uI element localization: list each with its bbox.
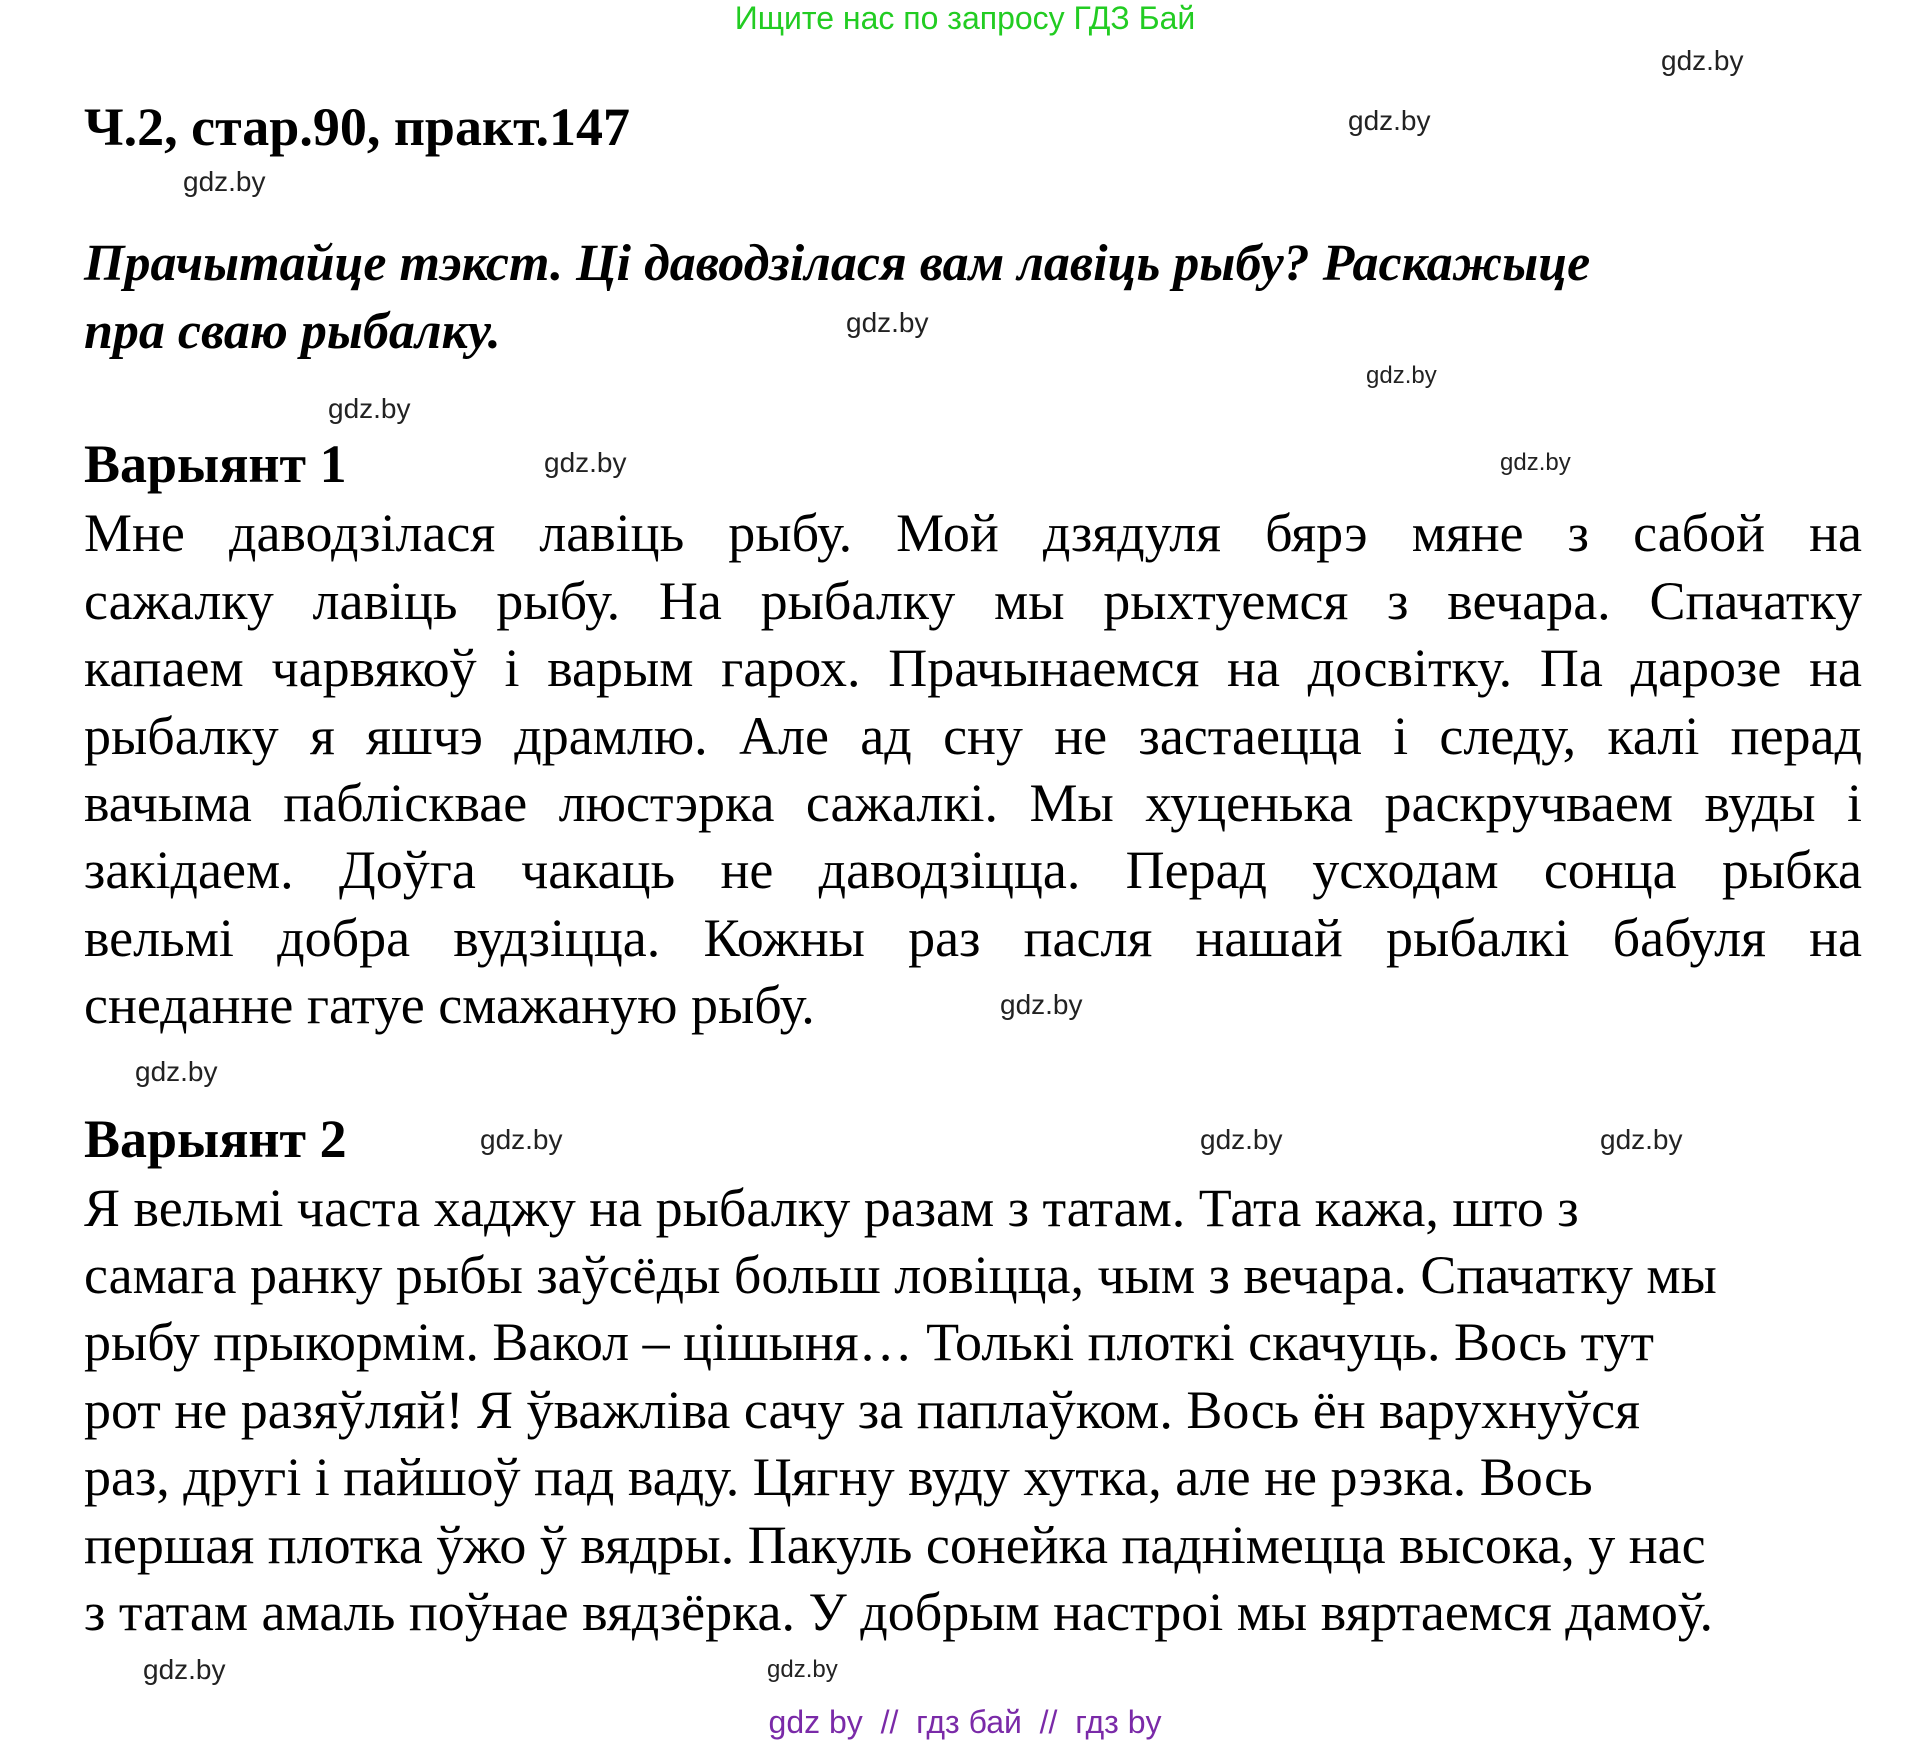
variant-1-line: капаем чарвякоў і варым гарох. Прачынаемся на досвітку. Па дарозе на [84,638,1862,698]
watermark: gdz.by [183,166,266,197]
variant-2-line: з татам амаль поўнае вядзёрка. У добрым настроі мы вяртаемся дамоў. [84,1582,1713,1642]
watermark: gdz.by [1000,989,1083,1020]
variant-2-line: рот не разяўляй! Я ўважліва сачу за паплаўком. Вось ён варухнуўся [84,1380,1640,1440]
watermark: gdz.by [846,307,929,338]
watermark: gdz.by [328,393,411,424]
watermark: gdz.by [1366,362,1437,389]
watermark: gdz.by [767,1656,838,1683]
task-line-1: Прачытайце тэкст. Ці даводзілася вам лавіць рыбу? Раскажыце [84,235,1591,292]
watermark: gdz.by [1661,45,1744,76]
variant-1-line: вачыма паблісквае люстэрка сажалкі. Мы хуценька раскручваем вуды і [84,773,1862,833]
watermark: gdz.by [1348,105,1431,136]
variant-1-line: снеданне гатуе смажаную рыбу. [84,975,815,1035]
variant-1-line: закідаем. Доўга чакаць не даводзіцца. Перад усходам сонца рыбка [84,840,1862,900]
variant-2-heading: Варыянт 2 [84,1109,347,1169]
page-title: Ч.2, стар.90, практ.147 [84,97,631,157]
variant-2-line: самага ранку рыбы заўсёды больш ловіцца, чым з вечара. Спачатку мы [84,1245,1717,1305]
watermark: gdz.by [1500,449,1571,476]
variant-1-line: сажалку лавіць рыбу. На рыбалку мы рыхтуемся з вечара. Спачатку [84,571,1862,631]
footer-links: gdz by // гдз бай // гдз by [768,1704,1162,1740]
variant-2-line: Я вельмі часта хаджу на рыбалку разам з татам. Тата кажа, што з [84,1178,1579,1238]
watermark: gdz.by [1200,1124,1283,1155]
variant-2-line: першая плотка ўжо ў вядры. Пакуль сонейка паднімецца высока, у нас [84,1515,1706,1575]
variant-2-line: рыбу прыкормім. Вакол – цішыня… Толькі плоткі скачуць. Вось тут [84,1312,1654,1372]
watermark: gdz.by [480,1124,563,1155]
watermark: gdz.by [544,447,627,478]
variant-1-line: вельмі добра вудзіцца. Кожны раз пасля нашай рыбалкі бабуля на [84,908,1862,968]
variant-1-heading: Варыянт 1 [84,434,347,494]
variant-1-line: Мне даводзілася лавіць рыбу. Мой дзядуля бярэ мяне з сабой на [84,503,1862,563]
search-hint-banner: Ищите нас по запросу ГДЗ Бай [734,0,1196,36]
variant-2-line: раз, другі і пайшоў пад ваду. Цягну вуду хутка, але не рэзка. Вось [84,1447,1593,1507]
watermark: gdz.by [1600,1124,1683,1155]
task-line-2: пра сваю рыбалку. [84,303,501,360]
variant-1-line: рыбалку я яшчэ драмлю. Але ад сну не застаецца і следу, калі перад [84,706,1862,766]
watermark: gdz.by [135,1056,218,1087]
watermark: gdz.by [143,1654,226,1685]
